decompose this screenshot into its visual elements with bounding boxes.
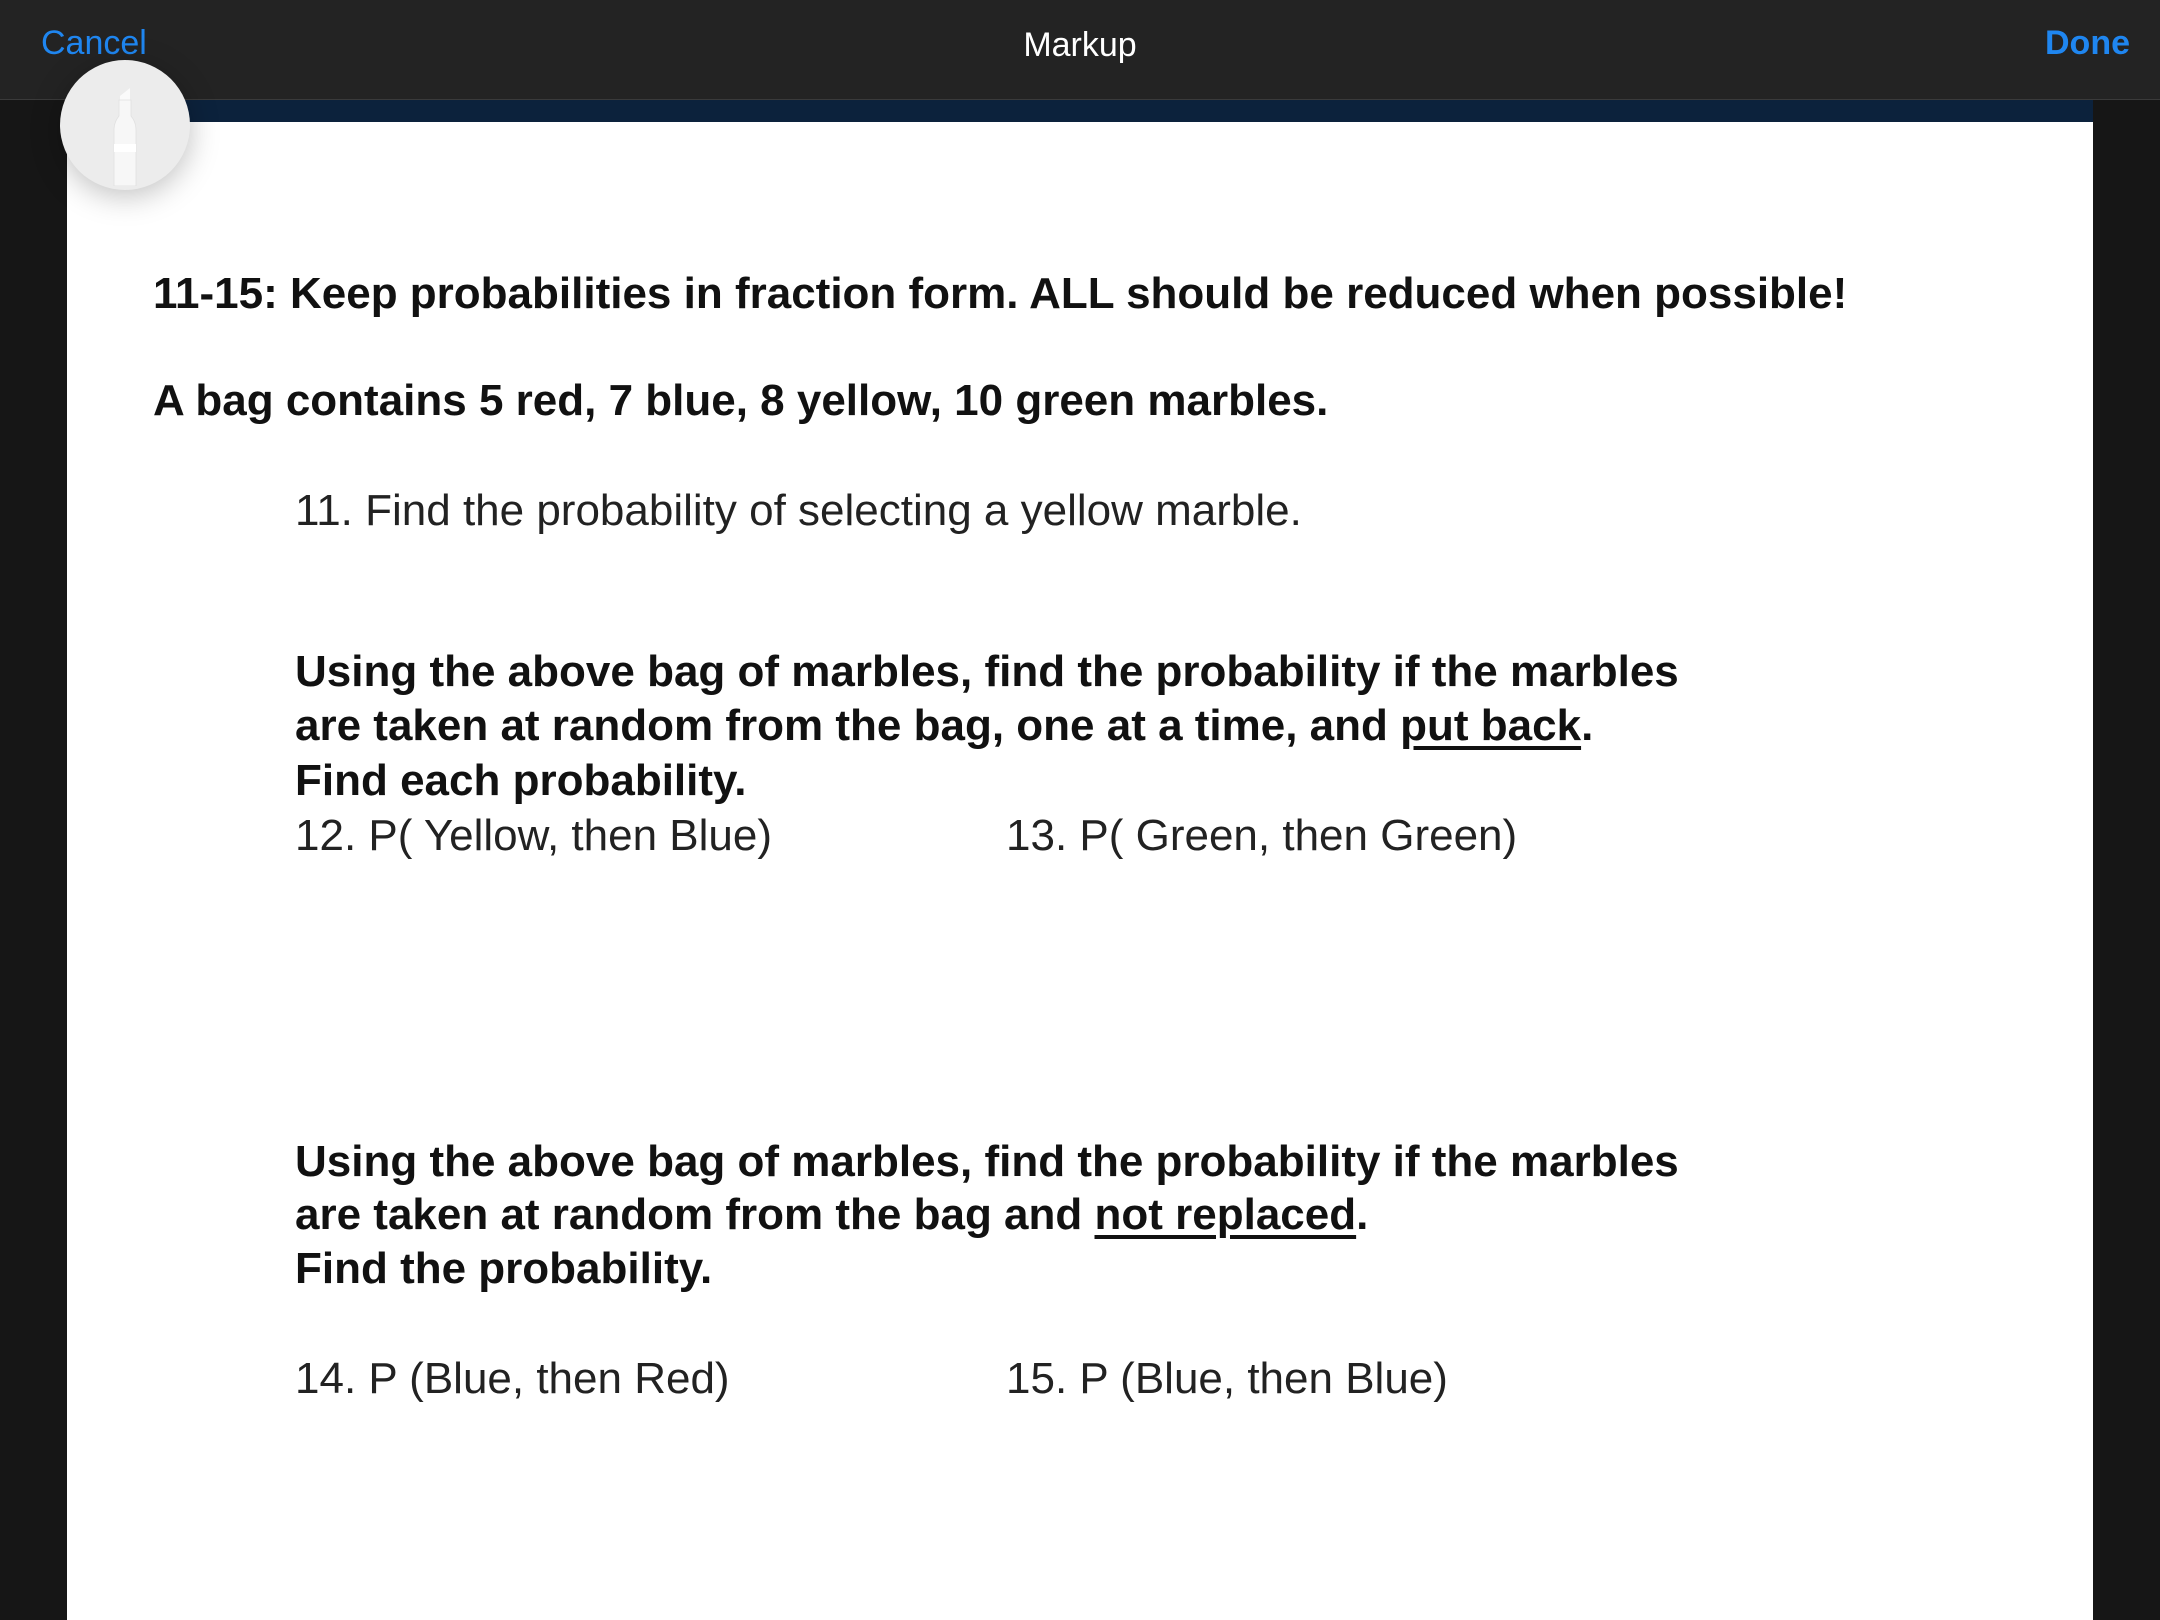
toolbar-title: Markup [1023, 26, 1137, 64]
done-button[interactable]: Done [2045, 24, 2130, 62]
section1-line3: Find each probability. [295, 756, 747, 805]
bag-description: A bag contains 5 red, 7 blue, 8 yellow, 10 green marbles. [153, 376, 1329, 425]
section2-line2 [295, 1188, 1368, 1242]
markup-toolbar [0, 0, 2160, 100]
underlined-text: not replaced [1094, 1190, 1357, 1239]
marker-icon [112, 86, 138, 186]
text: . [1356, 1190, 1369, 1239]
page-header-bar [67, 100, 2093, 122]
text: are taken at random from the bag and [295, 1190, 1095, 1239]
document-page[interactable] [67, 100, 2093, 1620]
section2-line3: Find the probability. [295, 1244, 713, 1293]
question-14: 14. P (Blue, then Red) [295, 1354, 730, 1403]
cancel-button[interactable]: Cancel [41, 24, 147, 62]
question-12: 12. P( Yellow, then Blue) [295, 811, 772, 860]
text: . [1581, 701, 1594, 750]
instructions-heading: 11-15: Keep probabilities in fraction form. ALL should be reduced when possible! [153, 269, 1848, 318]
question-13: 13. P( Green, then Green) [1006, 811, 1518, 860]
question-15: 15. P (Blue, then Blue) [1006, 1354, 1448, 1403]
marker-tool-button[interactable] [60, 60, 190, 190]
section1-line2 [295, 699, 1593, 753]
question-11: 11. Find the probability of selecting a yellow marble. [295, 486, 1302, 535]
section1-line1: Using the above bag of marbles, find the probability if the marbles [295, 647, 1679, 696]
text: are taken at random from the bag, one at a time, and [295, 701, 1401, 750]
section2-line1: Using the above bag of marbles, find the probability if the marbles [295, 1137, 1679, 1186]
underlined-text: put back [1400, 701, 1582, 750]
